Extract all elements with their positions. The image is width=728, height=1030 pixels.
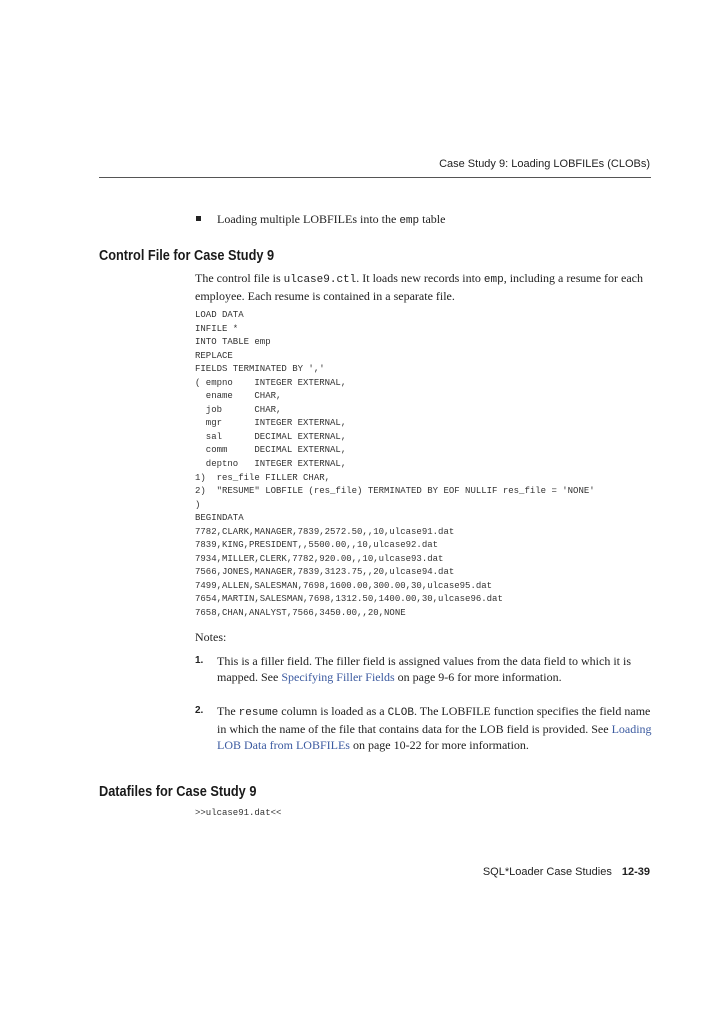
control-file-intro [195, 270, 655, 304]
footer-title: SQL*Loader Case Studies [482, 866, 612, 878]
bullet-code: emp [399, 215, 420, 227]
bullet-square-icon [196, 216, 201, 221]
link-loading-lob-data[interactable]: Loading LOB Data from LOBFILEs [217, 722, 652, 752]
note-2-code-resume: resume [238, 707, 279, 719]
intro-text-1: The control file is [195, 271, 284, 285]
bullet-item [196, 212, 445, 227]
control-file-code: LOAD DATA INFILE * INTO TABLE emp REPLACE FIELDS TERMINATED BY ',' ( empno INTEGER EXTERNAL, ename CHAR, job CHAR, mgr INTEGER EXTERNAL, sal DECIMAL EXTERNAL, comm DECIMAL EXTERNAL, deptno INTEGER EXTERNAL, 1) res_file FILLER CHAR, 2) "RESUME" LOBFILE (res_file) TERMINATED BY EOF NULLIF res_file = 'NONE' ) BEGINDATA 7782,CLARK,MANAGER,7839,2572.50,,10,ulcase91.dat 7839,KING,PRESIDENT,,5500.00,,10,ulcase92.dat 7934,MILLER,CLERK,7782,920.00,,10,ulcase93.dat 7566,JONES,MANAGER,7839,3123.75,,20,ulcase94.dat 7499,ALLEN,SALESMAN,7698,1600.00,300.00,30,ulcase95.dat 7654,MARTIN,SALESMAN,7698,1312.50,1400.00,30,ulcase96.dat 7658,CHAN,ANALYST,7566,3450.00,,20,NONE [195, 310, 595, 619]
note-item-1 [195, 653, 655, 685]
intro-code-filename: ulcase9.ctl [283, 274, 357, 286]
note-text [217, 703, 655, 753]
note-1-text: This is a filler field. The filler field is assigned values from the data field to which it is mapped. See [217, 654, 632, 684]
note-2-text-start: The [217, 704, 239, 718]
note-item-2 [195, 703, 655, 753]
control-file-heading: Control File for Case Study 9 [99, 248, 275, 264]
intro-code-table: emp [483, 274, 504, 286]
note-2-text-mid: . The LOBFILE function specifies the field name in which the name of the file that contains data for the LOB field is provided. See [217, 704, 651, 736]
note-2-code-clob: CLOB [387, 707, 414, 719]
note-text [217, 653, 655, 685]
datafile-code: >>ulcase91.dat<< [195, 808, 282, 818]
bullet-text: Loading multiple LOBFILEs into the [217, 212, 400, 226]
note-2-text-end: on page 10-22 for more information. [349, 738, 529, 752]
page-number: 12-39 [621, 866, 650, 878]
intro-text-3: , including a resume for each employee. Each resume is contained in a separate file. [195, 271, 643, 303]
datafiles-heading: Datafiles for Case Study 9 [99, 784, 257, 800]
running-header: Case Study 9: Loading LOBFILEs (CLOBs) [439, 158, 650, 170]
page-footer [483, 866, 650, 878]
intro-text-2: . It loads new records into [356, 271, 484, 285]
bullet-text-end: table [419, 212, 446, 226]
link-specifying-filler-fields[interactable]: Specifying Filler Fields [281, 670, 395, 684]
note-number: 1. [195, 655, 204, 666]
header-rule [99, 177, 651, 178]
note-1-text-end: on page 9-6 for more information. [394, 670, 562, 684]
notes-title: Notes: [195, 630, 227, 644]
note-number: 2. [195, 705, 204, 716]
note-2-text: column is loaded as a [278, 704, 388, 718]
